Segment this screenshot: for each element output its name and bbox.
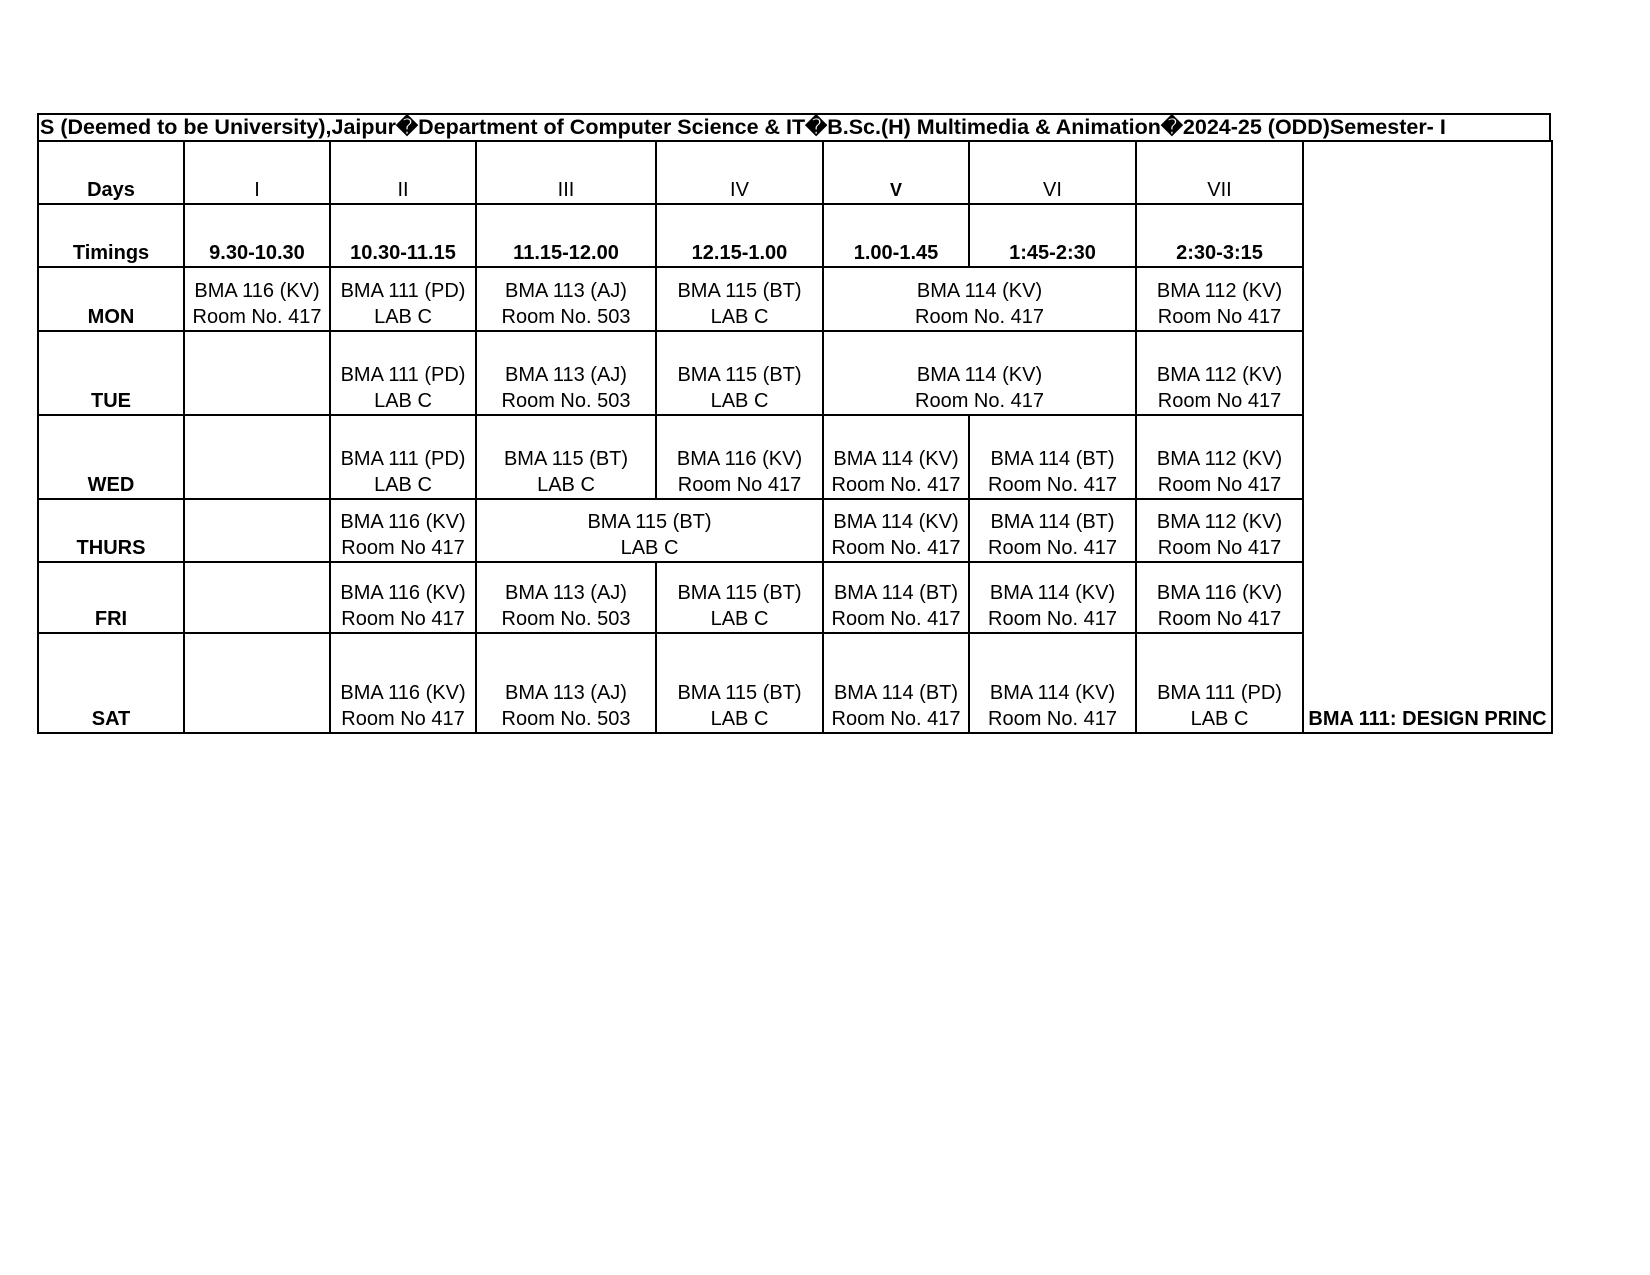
side-note: BMA 111: DESIGN PRINC [1303,141,1552,733]
course-code: BMA 113 (AJ) [505,682,627,704]
course-code: BMA 111 (PD) [340,280,466,302]
room-label: Room No. 417 [915,306,1044,328]
course-code: BMA 112 (KV) [1156,364,1283,386]
class-cell [656,633,823,733]
class-cell [476,499,823,562]
course-code: BMA 111 (PD) [340,448,466,470]
course-code: BMA 116 (KV) [340,682,466,704]
room-label: Room No. 417 [192,306,322,328]
day-label: TUE [38,331,184,415]
room-label: Room No. 417 [831,708,961,730]
class-cell [476,267,656,331]
room-label: Room No 417 [1157,306,1282,328]
header-row-periods [38,141,1552,204]
timing-slot: 1:45-2:30 [969,204,1136,267]
day-label: MON [38,267,184,331]
day-label: THURS [38,499,184,562]
course-code: BMA 116 (KV) [340,582,466,604]
class-cell [656,415,823,499]
room-label: LAB C [374,474,432,496]
class-cell [184,267,330,331]
class-cell [476,562,656,633]
course-code: BMA 115 (BT) [677,682,802,704]
class-cell [823,267,1136,331]
class-cell [823,633,969,733]
class-cell [184,499,330,562]
course-code: BMA 114 (KV) [916,280,1043,302]
class-cell [969,562,1136,633]
course-code: BMA 115 (BT) [587,511,712,533]
course-code: BMA 116 (KV) [340,511,466,533]
class-cell [823,499,969,562]
period-header: II [330,141,476,204]
course-code: BMA 116 (KV) [194,280,320,302]
course-code: BMA 114 (BT) [990,448,1115,470]
room-label: Room No. 503 [501,390,631,412]
timing-slot: 1.00-1.45 [823,204,969,267]
class-cell [1136,499,1303,562]
class-cell [330,562,476,633]
class-cell [184,331,330,415]
room-label: Room No. 417 [988,608,1117,630]
course-code: BMA 111 (PD) [340,364,466,386]
period-header: I [184,141,330,204]
room-label: Room No. 417 [988,537,1117,559]
room-label: LAB C [537,474,595,496]
room-label: LAB C [374,390,432,412]
class-cell [823,415,969,499]
class-cell [823,331,1136,415]
room-label: Room No 417 [1157,608,1282,630]
class-cell [184,562,330,633]
class-cell [330,633,476,733]
room-label: Room No. 503 [501,708,631,730]
timing-slot: 9.30-10.30 [184,204,330,267]
class-cell [656,267,823,331]
class-cell [330,267,476,331]
course-code: BMA 112 (KV) [1156,448,1283,470]
course-code: BMA 114 (BT) [833,582,959,604]
class-cell [823,562,969,633]
class-cell [656,331,823,415]
course-code: BMA 116 (KV) [1156,582,1283,604]
class-cell [476,633,656,733]
room-label: Room No. 417 [988,708,1117,730]
course-code: BMA 112 (KV) [1156,511,1283,533]
period-header: IV [656,141,823,204]
class-cell [330,415,476,499]
room-label: Room No. 417 [831,474,961,496]
room-label: Room No. 417 [915,390,1044,412]
class-cell [969,499,1136,562]
period-header: VII [1136,141,1303,204]
room-label: LAB C [710,708,769,730]
room-label: LAB C [710,608,769,630]
course-code: BMA 116 (KV) [676,448,803,470]
course-code: BMA 114 (KV) [989,682,1116,704]
room-label: LAB C [374,306,432,328]
room-label: Room No 417 [1157,537,1282,559]
period-header: VI [969,141,1136,204]
room-label: Room No. 417 [831,537,961,559]
day-label: WED [38,415,184,499]
timing-slot: 12.15-1.00 [656,204,823,267]
class-cell [476,415,656,499]
class-cell [1136,331,1303,415]
course-code: BMA 113 (AJ) [505,364,627,386]
room-label: Room No 417 [1157,390,1282,412]
course-code: BMA 115 (BT) [677,280,802,302]
course-code: BMA 113 (AJ) [505,280,627,302]
class-cell [1136,415,1303,499]
timings-label: Timings [38,204,184,267]
timing-slot: 11.15-12.00 [476,204,656,267]
course-code: BMA 114 (BT) [833,682,959,704]
timing-slot: 10.30-11.15 [330,204,476,267]
class-cell [1136,562,1303,633]
course-code: BMA 114 (KV) [916,364,1043,386]
sheet-title: S (Deemed to be University),Jaipur�Department of Computer Science & IT�B.Sc.(H) Multimedia & Animation�2024-25 (ODD)Semester- I [37,113,1551,140]
timing-slot: 2:30-3:15 [1136,204,1303,267]
room-label: LAB C [710,390,769,412]
timetable [37,140,1553,734]
days-label: Days [38,141,184,204]
room-label: Room No 417 [341,608,465,630]
class-cell [1136,267,1303,331]
period-header: V [823,141,969,204]
course-code: BMA 114 (BT) [990,511,1115,533]
course-code: BMA 114 (KV) [833,511,959,533]
room-label: Room No. 417 [988,474,1117,496]
class-cell [330,499,476,562]
room-label: LAB C [1190,708,1249,730]
room-label: Room No 417 [677,474,802,496]
course-code: BMA 114 (KV) [989,582,1116,604]
day-label: FRI [38,562,184,633]
class-cell [184,633,330,733]
room-label: Room No 417 [1157,474,1282,496]
room-label: Room No 417 [341,537,465,559]
course-code: BMA 115 (BT) [677,364,802,386]
room-label: LAB C [710,306,769,328]
class-cell [330,331,476,415]
course-code: BMA 115 (BT) [503,448,629,470]
period-header: III [476,141,656,204]
course-code: BMA 113 (AJ) [505,582,627,604]
class-cell [184,415,330,499]
class-cell [656,562,823,633]
room-label: Room No. 417 [831,608,961,630]
room-label: Room No. 503 [501,306,631,328]
room-label: Room No. 503 [501,608,631,630]
class-cell [1136,633,1303,733]
course-code: BMA 115 (BT) [677,582,802,604]
class-cell [969,633,1136,733]
room-label: LAB C [620,537,679,559]
room-label: Room No 417 [341,708,465,730]
course-code: BMA 112 (KV) [1156,280,1283,302]
day-label: SAT [38,633,184,733]
class-cell [969,415,1136,499]
class-cell [476,331,656,415]
course-code: BMA 111 (PD) [1157,682,1282,704]
course-code: BMA 114 (KV) [833,448,959,470]
